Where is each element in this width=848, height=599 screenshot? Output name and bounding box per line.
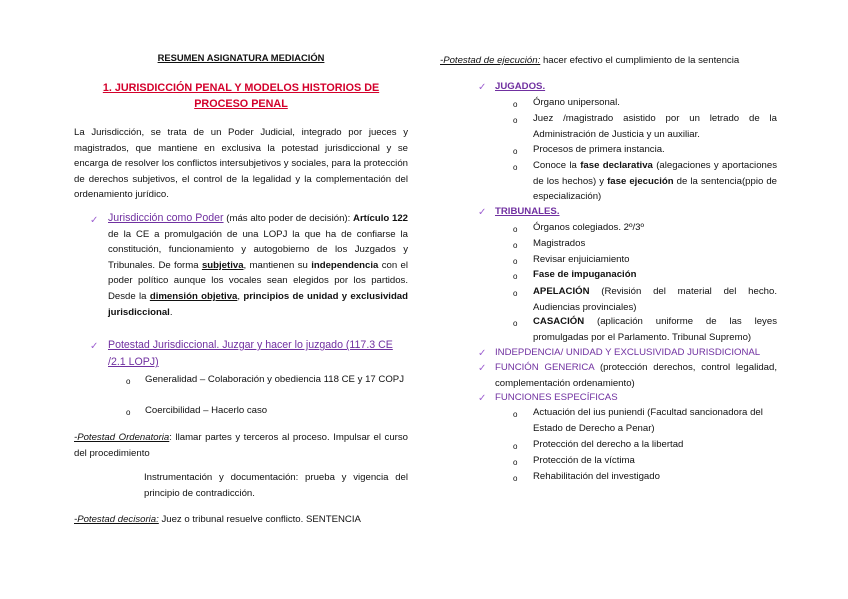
- circle-bullet-icon: o: [513, 241, 518, 250]
- circle-bullet-icon: o: [513, 319, 518, 328]
- circle-bullet-icon: o: [513, 116, 518, 125]
- funciones-item: Protección de la víctima: [533, 455, 635, 466]
- circle-bullet-icon: o: [513, 272, 518, 281]
- funcion-generica-item: FUNCIÓN GENERICA (protección derechos, control legalidad, complementación ordenamiento): [495, 362, 777, 389]
- funciones-item: Protección del derecho a la libertad: [533, 439, 684, 450]
- tribunales-item: Órganos colegiados. 2º/3º: [533, 222, 645, 233]
- circle-bullet-icon: o: [513, 289, 518, 298]
- circle-bullet-icon: o: [126, 377, 131, 386]
- funciones-especificas-heading: FUNCIONES ESPECÍFICAS: [495, 392, 618, 403]
- funciones-item: Rehabilitación del investigado: [533, 471, 660, 482]
- tribunales-casacion: CASACIÓN (aplicación uniforme de las leyes promulgadas por el Parlamento. Tribunal Supremo): [533, 316, 777, 343]
- checkmark-icon: ✓: [90, 215, 99, 226]
- tribunales-heading: TRIBUNALES.: [495, 206, 560, 217]
- circle-bullet-icon: o: [513, 225, 518, 234]
- circle-bullet-icon: o: [513, 147, 518, 156]
- item-jurisdiccion-poder-label: Jurisdicción como Poder: [108, 212, 224, 224]
- circle-bullet-icon: o: [513, 100, 518, 109]
- checkmark-icon: ✓: [478, 363, 487, 374]
- checkmark-icon: ✓: [478, 207, 487, 218]
- potestad-decisoria: -Potestad decisoria: Juez o tribunal resuelve conflicto. SENTENCIA: [74, 514, 361, 525]
- circle-bullet-icon: o: [513, 442, 518, 451]
- document-title: RESUMEN ASIGNATURA MEDIACIÓN: [157, 52, 325, 63]
- circle-bullet-icon: o: [513, 474, 518, 483]
- tribunales-apelacion: APELACIÓN (Revisión del material del hecho. Audiencias provinciales): [533, 286, 777, 313]
- jugados-item: Procesos de primera instancia.: [533, 144, 665, 155]
- tribunales-item: Revisar enjuiciamiento: [533, 254, 630, 265]
- independencia-item: INDEPDENCIA/ UNIDAD Y EXCLUSIVIDAD JURISDICIONAL: [495, 347, 761, 358]
- tribunales-item: Fase de impuganación: [533, 269, 637, 280]
- circle-bullet-icon: o: [513, 458, 518, 467]
- checkmark-icon: ✓: [478, 393, 487, 404]
- jugados-item: Conoce la fase declarativa (alegaciones y aportaciones de los hechos) y fase ejecución de la sentencia(ppio de especialización): [533, 160, 778, 203]
- jugados-item: Juez /magistrado asistido por un letrado de la Administración de Justicia y un auxiliar.: [533, 113, 777, 140]
- item-potestad-jurisdiccional-label: Potestad Jurisdiccional. Juzgar y hacer lo juzgado (117.3 CE /2.1 LOPJ): [108, 339, 393, 368]
- jugados-heading: JUGADOS.: [495, 81, 546, 92]
- checkmark-icon: ✓: [478, 348, 487, 359]
- tribunales-item: Magistrados: [533, 238, 586, 249]
- potestad-ordenatoria: -Potestad Ordenatoria: llamar partes y terceros al proceso. Impulsar el curso del procedimiento: [74, 432, 408, 459]
- checkmark-icon: ✓: [478, 82, 487, 93]
- sub-item-generalidad: Generalidad – Colaboración y obediencia 118 CE y 17 COPJ: [145, 374, 405, 385]
- potestad-ejecucion: -Potestad de ejecución: hacer efectivo el cumplimiento de la sentencia: [440, 55, 740, 66]
- funciones-item: Actuación del ius puniendi (Facultad sancionadora del Estado de Derecho a Penar): [533, 407, 763, 434]
- circle-bullet-icon: o: [513, 163, 518, 172]
- instrumentacion-paragraph: Instrumentación y documentación: prueba y vigencia del principio de contradicción.: [144, 472, 408, 499]
- checkmark-icon: ✓: [90, 341, 99, 352]
- jugados-item: Órgano unipersonal.: [533, 97, 620, 108]
- item-jurisdiccion-poder: Jurisdicción como Poder (más alto poder de decisión): Artículo 122 de la CE a promulgación de una LOPJ la que ha de confiarse la constitución, funcionamiento y autogobierno de los Juzgados y Tribunales. De forma subjetiva, mantienen su independencia con el poder político aunque los vocales sean elegidos por los partidos. Desde la dimensión objetiva, principios de unidad y exclusividad jurisdiccional.: [108, 212, 408, 318]
- circle-bullet-icon: o: [513, 257, 518, 266]
- intro-paragraph: La Jurisdicción, se trata de un Poder Judicial, integrado por jueces y magistrados, que mantiene en exclusiva la potestad jurisdiccional y se encarga de resolver los conflictos intersubjetivos y sociales, para la protección de derechos subjetivos, el control de la legalidad y la complementación del ordenamiento jurídico.: [74, 127, 408, 201]
- circle-bullet-icon: o: [513, 410, 518, 419]
- circle-bullet-icon: o: [126, 408, 131, 417]
- section-heading: 1. JURISDICCIÓN PENAL Y MODELOS HISTORIOS DE PROCESO PENAL: [102, 82, 380, 110]
- item-potestad-jurisdiccional: [108, 337, 408, 371]
- sub-item-coercibilidad: Coercibilidad – Hacerlo caso: [145, 405, 268, 416]
